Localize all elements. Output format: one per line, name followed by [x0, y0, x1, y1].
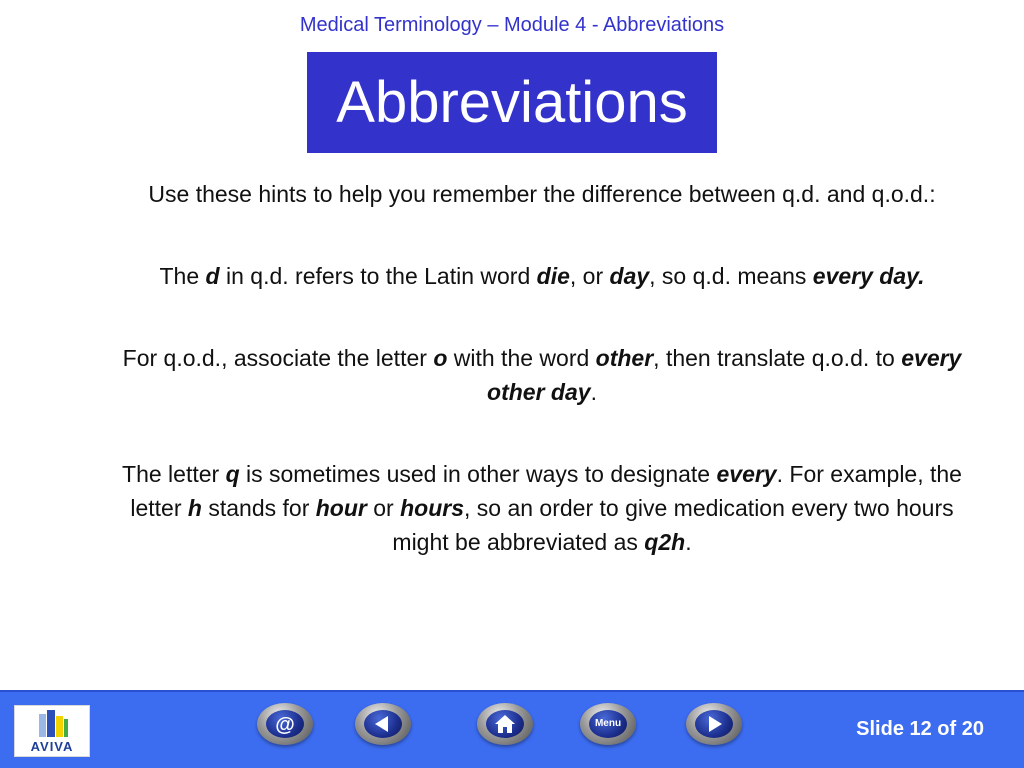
aviva-logo-icon [39, 710, 69, 737]
back-button[interactable] [355, 703, 411, 745]
slide-content [110, 177, 974, 607]
aviva-logo [14, 705, 90, 757]
menu-label: Menu [594, 718, 622, 729]
email-button[interactable] [257, 703, 313, 745]
footer-bar [0, 690, 1024, 768]
paragraph-qd: The d in q.d. refers to the Latin word die, or day, so q.d. means every day. [159, 263, 925, 289]
forward-arrow-icon [695, 710, 733, 738]
forward-button[interactable] [686, 703, 742, 745]
module-header: Medical Terminology – Module 4 - Abbreviations [299, 14, 725, 36]
slide-counter: Slide 12 of 20 [856, 718, 984, 740]
slide-title: Abbreviations [307, 52, 717, 153]
svg-text:@: @ [275, 714, 295, 736]
back-arrow-icon [364, 710, 402, 738]
paragraph-intro: Use these hints to help you remember the difference between q.d. and q.o.d.: [148, 181, 936, 207]
home-icon [486, 710, 524, 738]
logo-text: AVIVA [30, 739, 74, 754]
menu-button[interactable] [580, 703, 636, 745]
paragraph-qod: For q.o.d., associate the letter o with the word other, then translate q.o.d. to every other day. [122, 345, 962, 405]
email-icon [266, 710, 304, 738]
home-button[interactable] [477, 703, 533, 745]
paragraph-q-usage: The letter q is sometimes used in other ways to designate every. For example, the letter h stands for hour or hours, so an order to give medication every two hours might be abbreviated as q2h. [122, 461, 962, 555]
